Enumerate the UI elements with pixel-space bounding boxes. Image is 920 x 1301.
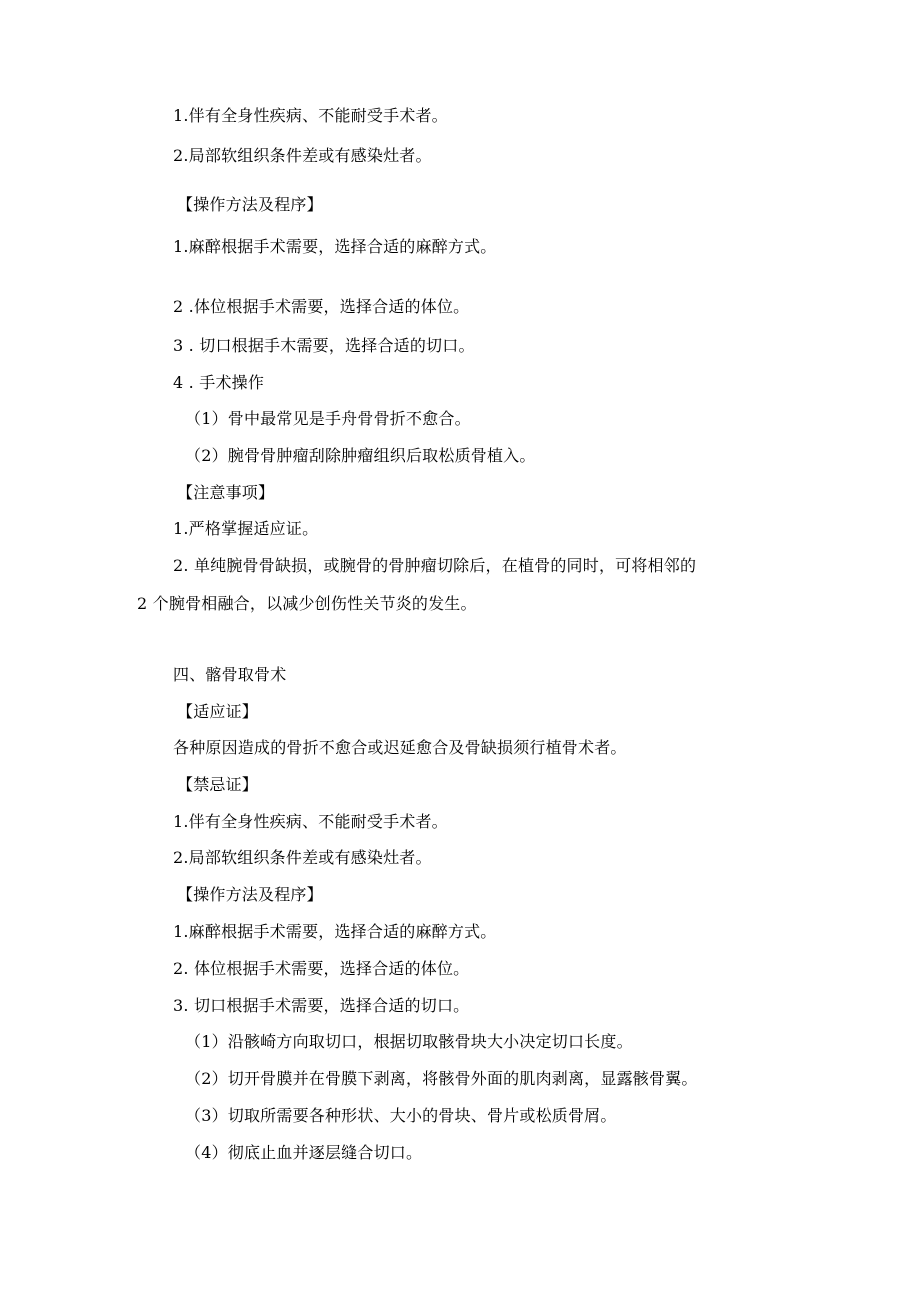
section-heading-contraindications: 【禁忌证】 xyxy=(177,775,259,794)
contraindication-item-1: 1.伴有全身性疾病、不能耐受手术者。 xyxy=(173,106,448,125)
incision-substep-1: （1）沿骸崎方向取切口，根据切取骸骨块大小决定切口长度。 xyxy=(185,1032,633,1051)
incision-substep-3: （3）切取所需要各种形状、大小的骨块、骨片或松质骨屑。 xyxy=(185,1106,617,1125)
operation-substep-1: （1）骨中最常见是手舟骨骨折不愈合。 xyxy=(185,409,471,428)
indication-text: 各种原因造成的骨折不愈合或迟延愈合及骨缺损须行植骨术者。 xyxy=(173,738,627,757)
section-title-iliac-bone-harvest: 四、髂骨取骨术 xyxy=(173,665,287,684)
operation-substep-2: （2）腕骨骨肿瘤刮除肿瘤组织后取松质骨植入。 xyxy=(185,446,536,465)
section-heading-precautions: 【注意事项】 xyxy=(177,483,275,502)
procedure-step-anesthesia: 1.麻醉根据手术需要，选择合适的麻醉方式。 xyxy=(173,237,497,256)
procedure-step-position-b: 2. 体位根据手术需要，选择合适的体位。 xyxy=(173,959,470,978)
procedure-step-anesthesia-b: 1.麻醉根据手术需要，选择合适的麻醉方式。 xyxy=(173,922,497,941)
contraindication-item-1b: 1.伴有全身性疾病、不能耐受手术者。 xyxy=(173,812,448,831)
procedure-step-position: 2 .体位根据手术需要，选择合适的体位。 xyxy=(173,297,470,316)
incision-substep-4: （4）彻底止血并逐层缝合切口。 xyxy=(185,1143,423,1162)
procedure-step-incision-b: 3. 切口根据手术需要，选择合适的切口。 xyxy=(173,996,470,1015)
precaution-item-2: 2. 单纯腕骨骨缺损，或腕骨的骨肿瘤切除后，在植骨的同时，可将相邻的 xyxy=(173,556,697,575)
contraindication-item-2: 2.局部软组织条件差或有感染灶者。 xyxy=(173,146,432,165)
precaution-item-1: 1.严格掌握适应证。 xyxy=(173,519,319,538)
section-heading-indications: 【适应证】 xyxy=(177,702,259,721)
procedure-step-operation: 4 . 手术操作 xyxy=(173,373,265,392)
section-heading-procedure-b: 【操作方法及程序】 xyxy=(177,885,323,904)
incision-substep-2: （2）切开骨膜并在骨膜下剥离，将骸骨外面的肌肉剥离，显露骸骨翼。 xyxy=(185,1069,698,1088)
section-heading-procedure: 【操作方法及程序】 xyxy=(177,195,323,214)
procedure-step-incision: 3 . 切口根据手木需要，选择合适的切口。 xyxy=(173,336,475,355)
contraindication-item-2b: 2.局部软组织条件差或有感染灶者。 xyxy=(173,848,432,867)
precaution-item-2-continued: 2 个腕骨相融合，以减少创伤性关节炎的发生。 xyxy=(137,594,477,613)
